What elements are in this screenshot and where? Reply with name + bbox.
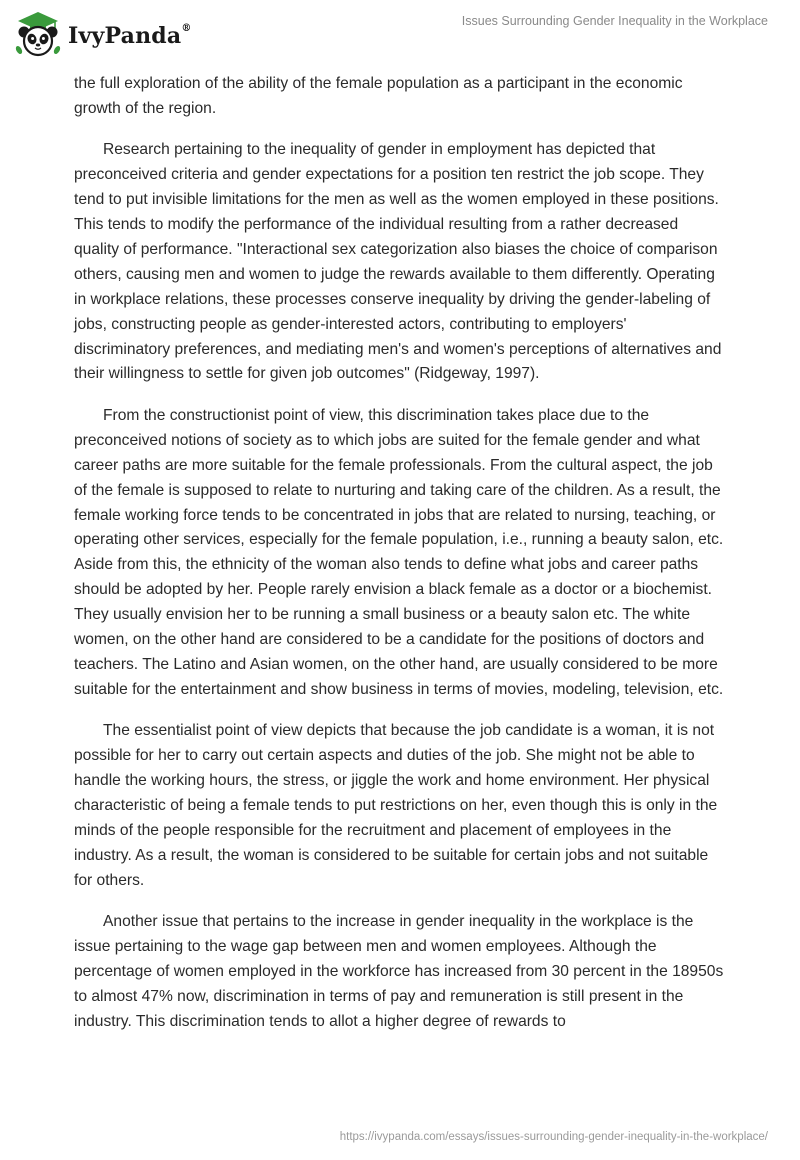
paragraph: Another issue that pertains to the increase in gender inequality in the workplace is the issue pertaining to the wage gap between men and women employees. Although the percentage of women employed in the workforce has increased from 30 percent in the 18950s to almost 47% now, discrimination in terms of pay and remuneration is still present in the industry. This discrimination tends to allot a higher degree of rewards to <box>74 913 724 1030</box>
essay-body <box>74 72 726 1051</box>
source-url[interactable]: https://ivypanda.com/essays/issues-surrounding-gender-inequality-in-the-workplace/ <box>339 1131 768 1143</box>
page-header <box>0 0 800 70</box>
paragraph: the full exploration of the ability of the female population as a participant in the economic growth of the region. <box>74 75 683 117</box>
ivypanda-logo[interactable] <box>14 10 192 58</box>
panda-graduate-icon <box>14 10 62 58</box>
document-title: Issues Surrounding Gender Inequality in the Workplace <box>461 14 768 28</box>
paragraph: Research pertaining to the inequality of gender in employment has depicted that preconceived criteria and gender expectations for a position ten restrict the job scope. They tend to put invisible limitations for the men as well as the women employed in these positions. This tends to modify the performance of the individual resulting from a rather decreased quality of performance. "Interactional sex categorization also biases the choice of comparison others, causing men and women to judge the rewards available to them differently. Operating in workplace relations, these processes conserve inequality by driving the gender-labeling of jobs, constructing people as gender-interested actors, contributing to employers' discriminatory preferences, and mediating men's and women's perceptions of alternatives and their willingness to settle for given job outcomes" (Ridgeway, 1997). <box>74 141 722 383</box>
paragraph: From the constructionist point of view, this discrimination takes place due to the preconceived notions of society as to which jobs are suited for the female gender and what career paths are more suitable for the female professionals. From the cultural aspect, the job of the female is supposed to relate to nurturing and taking care of the children. As a result, the female working force tends to be concentrated in jobs that are related to nursing, teaching, or operating other services, especially for the female population, i.e., running a beauty salon, etc. Aside from this, the ethnicity of the woman also tends to define what jobs and career paths should be adopted by her. People rarely envision a black female as a doctor or a biochemist. They usually envision her to be running a small business or a beauty salon etc. The white women, on the other hand are considered to be a candidate for the positions of doctors and teachers. The Latino and Asian women, on the other hand, are usually considered to be more suitable for the entertainment and show business in terms of movies, modeling, television, etc. <box>74 406 724 698</box>
registered-mark: ® <box>181 22 192 34</box>
paragraph: The essentialist point of view depicts that because the job candidate is a woman, it is not possible for her to carry out certain aspects and duties of the job. She might not be able to handle the working hours, the stress, or jiggle the work and home environment. Her physical characteristic of being a female tends to put restrictions on her, even though this is only in the minds of the people responsible for the recruitment and placement of employees in the industry. As a result, the woman is considered to be suitable for certain jobs and not suitable for others. <box>74 722 718 889</box>
brand-name: IvyPanda® <box>68 22 192 49</box>
